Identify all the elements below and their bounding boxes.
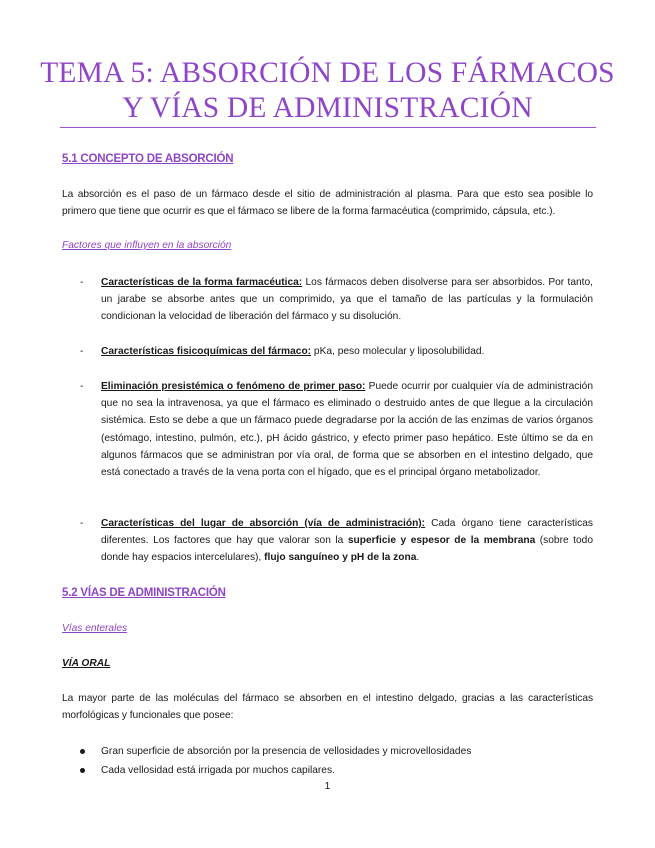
item-text: Cada órgano tiene características diferentes. Los factores que hay que valorar son la [101, 518, 593, 547]
dash-marker: - [80, 381, 84, 392]
item-label: Características del lugar de absorción (vía de administración): [101, 518, 426, 529]
list-item [62, 343, 593, 360]
bullet-dot-icon [80, 749, 85, 754]
item-text: (sobre todo donde hay espacios intercelulares), [101, 535, 593, 564]
item-text: Puede ocurrir por cualquier vía de administración que no sea la intravenosa, ya que el fármaco es eliminado o destruido antes de que llegue a la circulación sistémica. Esto se debe a que un fármaco puede degradarse por la acción de las enzimas de varios órganos (estómago, intestino, pulmón, etc.), pH ácido gástrico, y efecto primer paso hepático. Este último se da en algunos fármacos que se administran por vía oral, de forma que se absorben en el intestino delgado, que está conectado a través de la vena porta con el hígado, que es el principal órgano metabolizador. [101, 381, 593, 479]
item-text: pKa, peso molecular y liposolubilidad. [311, 346, 485, 357]
dash-marker: - [80, 277, 84, 288]
list-item [62, 378, 593, 481]
section-heading-concepto: 5.1 CONCEPTO DE ABSORCIÓN [62, 153, 234, 165]
section-heading-vias: 5.2 VÍAS DE ADMINISTRACIÓN [62, 587, 226, 599]
item-text: Los fármacos deben disolverse para ser absorbidos. Por tanto, un jarabe se absorbe antes que un comprimido, ya que el tamaño de las partículas y la formulación condicionan la velocidad de liberación del fármaco y su disolución. [101, 277, 593, 323]
item-label: Eliminación presistémica o fenómeno de primer paso: [101, 381, 366, 392]
oral-heading: VÍA ORAL [62, 658, 111, 669]
title-line-2: Y VÍAS DE ADMINISTRACIÓN [122, 92, 533, 124]
intro-paragraph: La absorción es el paso de un fármaco desde el sitio de administración al plasma. Para que esto sea posible lo primero que tiene que ocurrir es que el fármaco se libere de la forma farmacéutica (comprimido, cápsula, etc.). [62, 189, 593, 218]
dash-marker: - [80, 518, 84, 529]
page-number: 1 [324, 781, 331, 792]
item-label: Características fisicoquímicas del fármaco: [101, 346, 312, 357]
bullet-dot-icon [80, 768, 85, 773]
factors-link[interactable]: Factores que influyen en la absorción [62, 240, 232, 251]
item-strong: superficie y espesor de la membrana [347, 535, 536, 547]
item-strong: flujo sanguíneo y pH de la zona [264, 552, 417, 564]
page-title [40, 56, 615, 126]
item-text: . [416, 552, 420, 564]
list-item [62, 515, 593, 567]
bullet-item [62, 743, 593, 760]
item-label: Características de la forma farmacéutica: [101, 277, 303, 288]
list-item [62, 274, 593, 326]
bullet-text: Cada vellosidad está irrigada por muchos capilares. [101, 765, 335, 776]
oral-intro-paragraph: La mayor parte de las moléculas del fármaco se absorben en el intestino delgado, gracias a las características morfológicas y funcionales que posee: [62, 693, 593, 722]
dash-marker: - [80, 346, 84, 357]
enteral-link[interactable]: Vías enterales [62, 623, 128, 634]
bullet-text: Gran superficie de absorción por la presencia de vellosidades y microvellosidades [101, 746, 472, 757]
bullet-item [62, 762, 593, 779]
title-line-1: TEMA 5: ABSORCIÓN DE LOS FÁRMACOS [40, 57, 615, 89]
title-underline-divider [60, 127, 596, 128]
